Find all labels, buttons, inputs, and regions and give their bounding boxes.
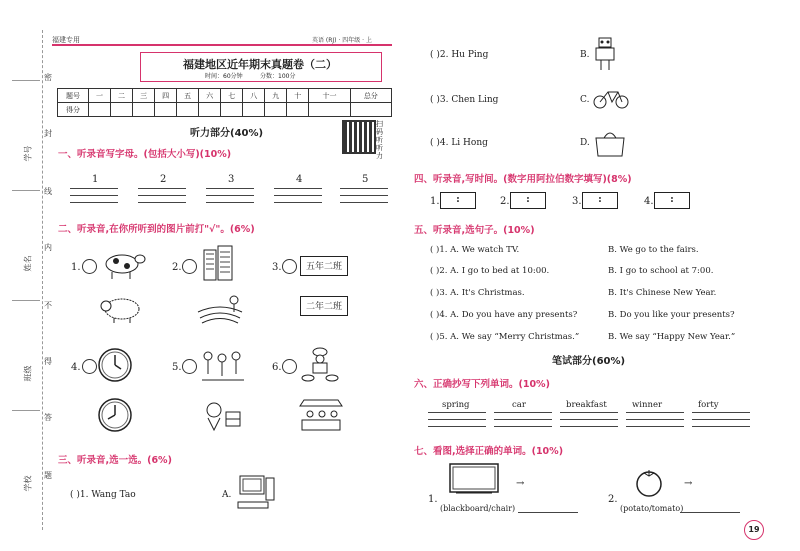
s5-a: ( )2. A. I go to bed at 10:00. bbox=[430, 266, 550, 276]
binding-strip-line bbox=[12, 190, 40, 192]
s3-q1: ( )1. Wang Tao bbox=[70, 490, 136, 500]
clock-icon bbox=[97, 347, 133, 383]
binding-strip-line bbox=[12, 410, 40, 412]
side-label-class: 班级 bbox=[23, 365, 33, 382]
binding-char: 不 bbox=[44, 301, 52, 310]
time-box[interactable] bbox=[654, 192, 690, 209]
score-table-cell[interactable] bbox=[133, 103, 155, 117]
cook-icon bbox=[300, 346, 340, 384]
answer-line[interactable] bbox=[518, 512, 578, 513]
score-table-cell: 五 bbox=[177, 89, 199, 103]
clock-icon bbox=[97, 397, 133, 433]
section-5-title: 五、听录音,选句子。(10%) bbox=[414, 225, 535, 236]
class-label-b: 二年二班 bbox=[305, 302, 342, 312]
time-colon: : bbox=[456, 194, 460, 205]
s2-num: 4. bbox=[71, 362, 81, 373]
binding-char: 封 bbox=[44, 129, 52, 138]
s1-num: 4 bbox=[296, 174, 303, 185]
binding-char: 密 bbox=[44, 73, 52, 82]
s6-word: car bbox=[512, 400, 526, 410]
s5-b: B. Do you like your presents? bbox=[608, 310, 735, 320]
score-table-cell[interactable] bbox=[199, 103, 221, 117]
score-table-cell: 七 bbox=[221, 89, 243, 103]
building-icon bbox=[200, 244, 238, 282]
s4-num: 1. bbox=[430, 196, 440, 207]
score-table-cell: 十一 bbox=[309, 89, 350, 103]
score-table-cell: 四 bbox=[155, 89, 177, 103]
binding-char: 得 bbox=[44, 357, 52, 366]
s6-word: forty bbox=[698, 400, 719, 410]
score-table-cell: 六 bbox=[199, 89, 221, 103]
bicycle-icon bbox=[592, 86, 630, 110]
s5-b: B. I go to school at 7:00. bbox=[608, 266, 714, 276]
page-title: 福建地区近年期末真题卷（二） bbox=[183, 58, 337, 71]
farm-icon bbox=[196, 292, 244, 326]
right-q4: ( )4. Li Hong bbox=[430, 138, 488, 148]
time-colon: : bbox=[526, 194, 530, 205]
robot-icon bbox=[592, 36, 618, 72]
score-table-cell: 一 bbox=[89, 89, 111, 103]
answer-circle[interactable] bbox=[82, 259, 97, 274]
answer-circle[interactable] bbox=[82, 359, 97, 374]
right-opt-c: C. bbox=[580, 95, 590, 105]
s5-a: ( )4. A. Do you have any presents? bbox=[430, 310, 578, 320]
s6-word: spring bbox=[442, 400, 470, 410]
binding-strip bbox=[42, 30, 44, 530]
sheep-icon bbox=[98, 294, 148, 324]
score-table-cell: 三 bbox=[133, 89, 155, 103]
binding-char: 线 bbox=[44, 187, 52, 196]
s4-num: 4. bbox=[644, 196, 654, 207]
score-table-cell[interactable] bbox=[177, 103, 199, 117]
qr-code[interactable] bbox=[342, 120, 376, 154]
s6-word: breakfast bbox=[566, 400, 607, 410]
score-table-cell[interactable] bbox=[309, 103, 350, 117]
listening-title: 听力部分(40%) bbox=[190, 128, 264, 139]
blackboard-icon bbox=[448, 462, 500, 500]
score-table-row bbox=[58, 103, 392, 117]
time-colon: : bbox=[670, 194, 674, 205]
s7-options-1: (blackboard/chair) bbox=[440, 504, 516, 513]
time-colon: : bbox=[598, 194, 602, 205]
side-label-school: 学校 bbox=[23, 475, 33, 492]
s5-b: B. It's Chinese New Year. bbox=[608, 288, 717, 298]
s2-num: 1. bbox=[71, 262, 81, 273]
binding-strip-line bbox=[12, 80, 40, 82]
s6-word: winner bbox=[632, 400, 663, 410]
binding-strip-line bbox=[12, 300, 40, 302]
writing-title: 笔试部分(60%) bbox=[552, 356, 626, 367]
side-label-id: 学号 bbox=[23, 145, 33, 162]
time-box[interactable] bbox=[440, 192, 476, 209]
exam-time: 时间：60分钟 bbox=[205, 73, 243, 80]
section-4-title: 四、听录音,写时间。(数字用阿拉伯数字填写)(8%) bbox=[414, 174, 632, 185]
s1-num: 5 bbox=[362, 174, 369, 185]
section-3-title: 三、听录音,选一选。(6%) bbox=[58, 455, 172, 466]
score-table-cell: 十 bbox=[287, 89, 309, 103]
header-edition: 英语 (RJ) · 四年级 · 上 bbox=[312, 37, 372, 44]
section-6-title: 六、正确抄写下列单词。(10%) bbox=[414, 379, 550, 390]
qr-label: 扫码听听力 bbox=[376, 120, 383, 160]
class-label-a: 五年二班 bbox=[305, 262, 342, 272]
s5-b: B. We say “Happy New Year.” bbox=[608, 332, 736, 342]
s2-num: 2. bbox=[172, 262, 182, 273]
section-2-title: 二、听录音,在你所听到的图片前打"√"。(6%) bbox=[58, 224, 255, 235]
score-table-cell[interactable] bbox=[155, 103, 177, 117]
time-box[interactable] bbox=[510, 192, 546, 209]
score-table-cell[interactable] bbox=[265, 103, 287, 117]
s7-item-2: 2. bbox=[608, 494, 618, 505]
score-table-cell: 得分 bbox=[58, 103, 89, 117]
s5-a: ( )3. A. It's Christmas. bbox=[430, 288, 525, 298]
score-table-cell: 二 bbox=[111, 89, 133, 103]
s5-a: ( )1. A. We watch TV. bbox=[430, 245, 520, 255]
s1-num: 2 bbox=[160, 174, 167, 185]
computer-icon bbox=[236, 474, 276, 512]
score-table-cell[interactable] bbox=[111, 103, 133, 117]
score-table-row bbox=[58, 89, 392, 103]
answer-line[interactable] bbox=[680, 512, 740, 513]
s2-num: 5. bbox=[172, 362, 182, 373]
market-icon bbox=[298, 396, 344, 432]
section-7-title: 七、看图,选择正确的单词。(10%) bbox=[414, 446, 564, 457]
binding-char: 答 bbox=[44, 413, 52, 422]
s4-num: 3. bbox=[572, 196, 582, 207]
arrow-icon: → bbox=[516, 478, 525, 489]
header-tag: 福建专用 bbox=[52, 36, 80, 44]
right-q2: ( )2. Hu Ping bbox=[430, 50, 489, 60]
page-number: 19 bbox=[744, 520, 764, 540]
christmas-scene-icon bbox=[200, 396, 246, 432]
score-table-cell[interactable] bbox=[243, 103, 265, 117]
score-table-cell: 总分 bbox=[350, 89, 391, 103]
cow-icon bbox=[100, 248, 146, 280]
answer-circle[interactable] bbox=[182, 359, 197, 374]
score-table-cell: 九 bbox=[265, 89, 287, 103]
side-label-name: 姓名 bbox=[23, 255, 33, 272]
s5-b: B. We go to the fairs. bbox=[608, 245, 699, 255]
score-table bbox=[57, 88, 392, 117]
score-table-cell[interactable] bbox=[350, 103, 391, 117]
answer-circle[interactable] bbox=[182, 259, 197, 274]
tomato-icon bbox=[632, 466, 666, 498]
bag-icon bbox=[592, 128, 628, 158]
score-table-cell: 八 bbox=[243, 89, 265, 103]
binding-char: 题 bbox=[44, 471, 52, 480]
section-1-title: 一、听录音写字母。(包括大小写)(10%) bbox=[58, 149, 232, 160]
s1-num: 3 bbox=[228, 174, 235, 185]
answer-circle[interactable] bbox=[282, 259, 297, 274]
s7-options-2: (potato/tomato) bbox=[620, 504, 684, 513]
time-box[interactable] bbox=[582, 192, 618, 209]
s5-a: ( )5. A. We say “Merry Christmas.” bbox=[430, 332, 580, 342]
score-table-cell[interactable] bbox=[287, 103, 309, 117]
right-opt-b: B. bbox=[580, 50, 590, 60]
arrow-icon: → bbox=[684, 478, 693, 489]
s2-num: 3. bbox=[272, 262, 282, 273]
right-opt-d: D. bbox=[580, 138, 590, 148]
s2-num: 6. bbox=[272, 362, 282, 373]
s1-num: 1 bbox=[92, 174, 99, 185]
s7-item-1: 1. bbox=[428, 494, 438, 505]
header-rule bbox=[52, 44, 392, 46]
score-table-cell[interactable] bbox=[89, 103, 111, 117]
binding-char: 内 bbox=[44, 243, 52, 252]
answer-circle[interactable] bbox=[282, 359, 297, 374]
right-q3: ( )3. Chen Ling bbox=[430, 95, 499, 105]
exam-score: 分数：100分 bbox=[260, 73, 296, 80]
s4-num: 2. bbox=[500, 196, 510, 207]
score-table-cell: 题号 bbox=[58, 89, 89, 103]
s3-opt-a: A. bbox=[222, 490, 232, 500]
people-scene-icon bbox=[200, 348, 246, 382]
score-table-cell[interactable] bbox=[221, 103, 243, 117]
